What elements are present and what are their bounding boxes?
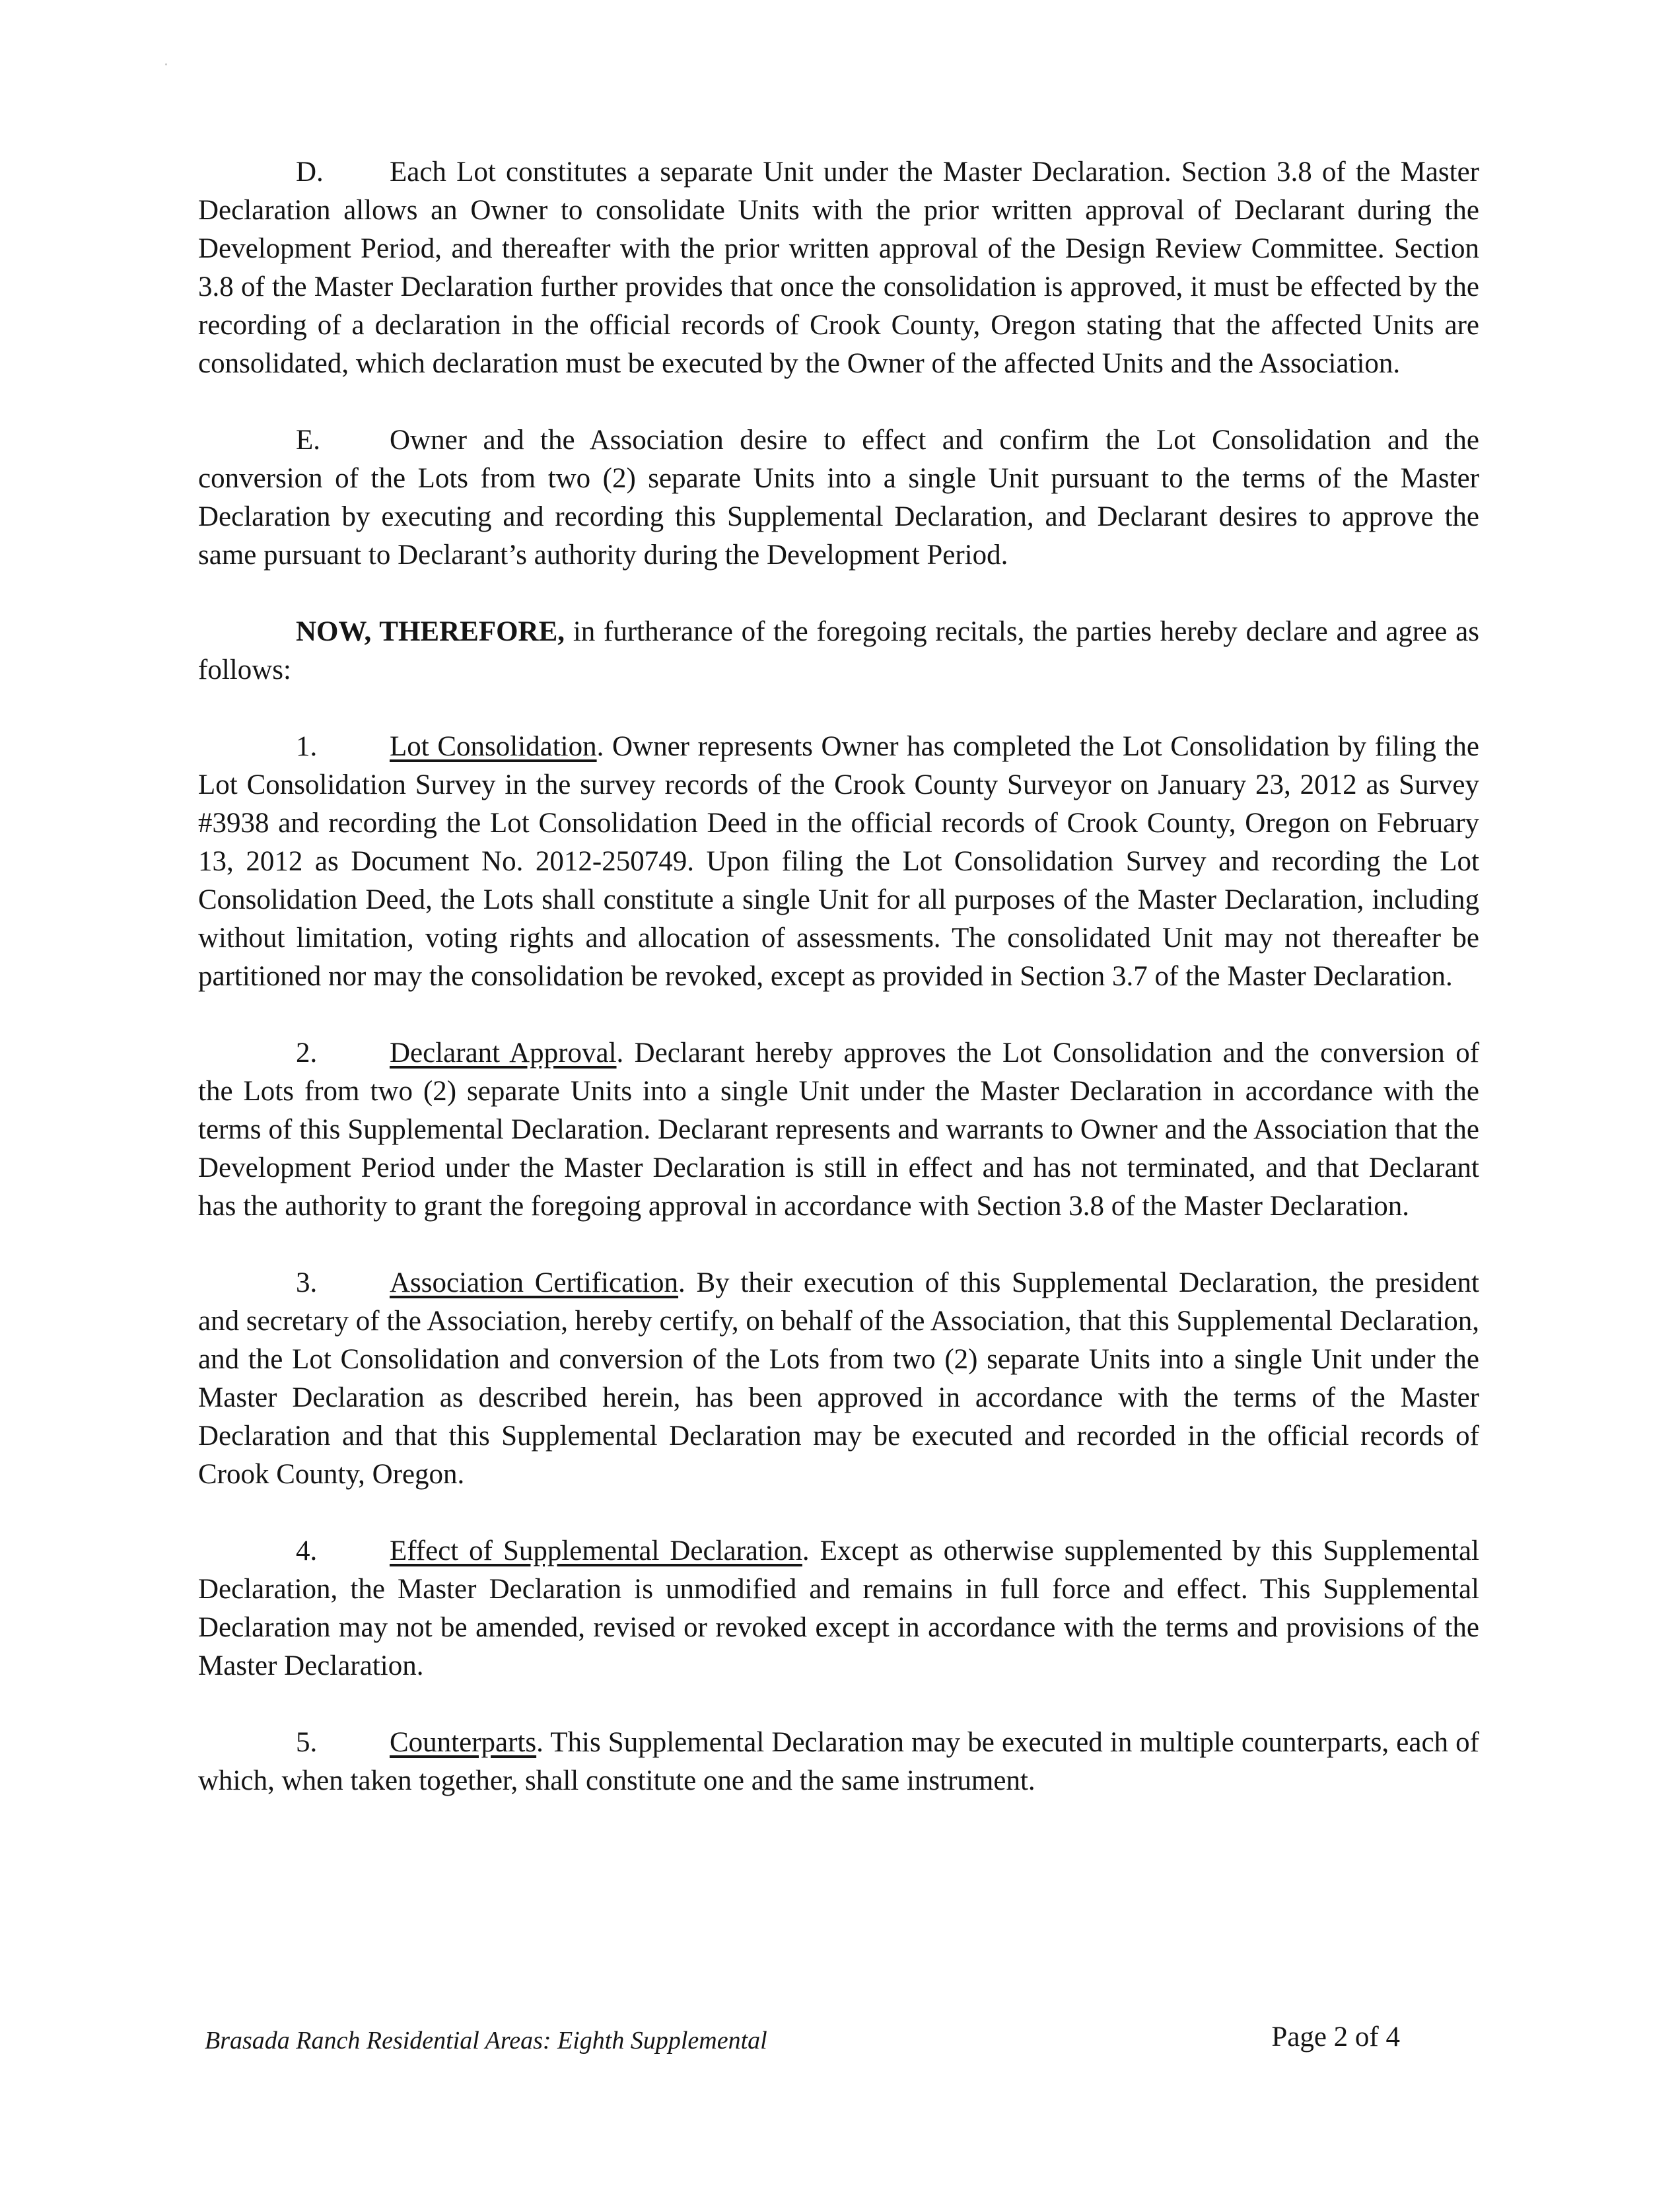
paragraph-text: . This Supplemental Declaration may be executed in multiple counterparts, each of which, when taken together, shall constitute one and the same instrument. [198, 1727, 1479, 1796]
section-1-lot-consolidation [198, 728, 1479, 996]
paragraph-text: . Owner represents Owner has completed the Lot Consolidation by filing the Lot Consolidation Survey in the survey records of the Crook County Surveyor on January 23, 2012 as Survey #3938 and recording the Lot Consolidation Deed in the official records of Crook County, Oregon on February 13, 2012 as Document No. 2012-250749. Upon filing the Lot Consolidation Survey and recording the Lot Consolidation Deed, the Lots shall constitute a single Unit for all purposes of the Master Declaration, including without limitation, voting rights and allocation of assessments. The consolidated Unit may not thereafter be partitioned nor may the consolidation be revoked, except as provided in Section 3.7 of the Master Declaration. [198, 731, 1479, 992]
document-body [198, 153, 1479, 1839]
scan-artifact-dot [165, 63, 167, 65]
paragraph-text: Each Lot constitutes a separate Unit under the Master Declaration. Section 3.8 of the Master Declaration allows an Owner to consolidate Units with the prior written approval of Declarant during the Development Period, and thereafter with the prior written approval of the Design Review Committee. Section 3.8 of the Master Declaration further provides that once the consolidation is approved, it must be effected by the recording of a declaration in the official records of Crook County, Oregon stating that the affected Units are consolidated, which declaration must be executed by the Owner of the affected Units and the Association. [198, 157, 1479, 379]
recital-d [198, 153, 1479, 383]
section-3-association-certification [198, 1264, 1479, 1494]
section-heading: Lot Consolidation [390, 731, 597, 762]
paragraph-number: E. [296, 425, 321, 456]
section-heading: Counterparts [390, 1727, 537, 1758]
section-4-effect-of-supplemental-declaration [198, 1532, 1479, 1685]
section-heading: Association Certification [390, 1267, 679, 1298]
paragraph-text: . Except as otherwise supplemented by this Supplemental Declaration, the Master Declaration is unmodified and remains in full force and effect. This Supplemental Declaration may not be amended, revised or revoked except in accordance with the terms and provisions of the Master Declaration. [198, 1535, 1479, 1681]
now-therefore-clause [198, 613, 1479, 689]
now-therefore-lead: NOW, THEREFORE, [296, 616, 565, 647]
section-heading: Effect of Supplemental Declaration [390, 1535, 802, 1566]
paragraph-number: 3. [296, 1267, 318, 1298]
paragraph-text: Owner and the Association desire to effect and confirm the Lot Consolidation and the conversion of the Lots from two (2) separate Units into a single Unit pursuant to the terms of the Master Declaration by executing and recording this Supplemental Declaration, and Declarant desires to approve the same pursuant to Declarant’s authority during the Development Period. [198, 425, 1479, 571]
footer-document-title: Brasada Ranch Residential Areas: Eighth Supplemental [205, 2027, 767, 2054]
section-5-counterparts [198, 1724, 1479, 1800]
paragraph-number: 1. [296, 731, 318, 762]
paragraph-number: 4. [296, 1535, 318, 1566]
paragraph-text: in furtherance of the foregoing recitals, the parties hereby declare and agree as follows: [198, 616, 1479, 685]
section-heading: Declarant Approval [390, 1037, 617, 1069]
paragraph-number: D. [296, 157, 324, 188]
section-2-declarant-approval [198, 1034, 1479, 1226]
footer-page-number: Page 2 of 4 [1271, 2021, 1400, 2053]
recital-e [198, 421, 1479, 575]
paragraph-text: . Declarant hereby approves the Lot Consolidation and the conversion of the Lots from two (2) separate Units into a single Unit under the Master Declaration in accordance with the terms of this Supplemental Declaration. Declarant represents and warrants to Owner and the Association that the Development Period under the Master Declaration is still in effect and has not terminated, and that Declarant has the authority to grant the foregoing approval in accordance with Section 3.8 of the Master Declaration. [198, 1037, 1480, 1222]
paragraph-text: . By their execution of this Supplemental Declaration, the president and secretary of the Association, hereby certify, on behalf of the Association, that this Supplemental Declaration, and the Lot Consolidation and conversion of the Lots from two (2) separate Units into a single Unit under the Master Declaration as described herein, has been approved in accordance with the terms of the Master Declaration and that this Supplemental Declaration may be executed and recorded in the official records of Crook County, Oregon. [198, 1267, 1480, 1490]
paragraph-number: 5. [296, 1727, 318, 1758]
paragraph-number: 2. [296, 1037, 318, 1069]
